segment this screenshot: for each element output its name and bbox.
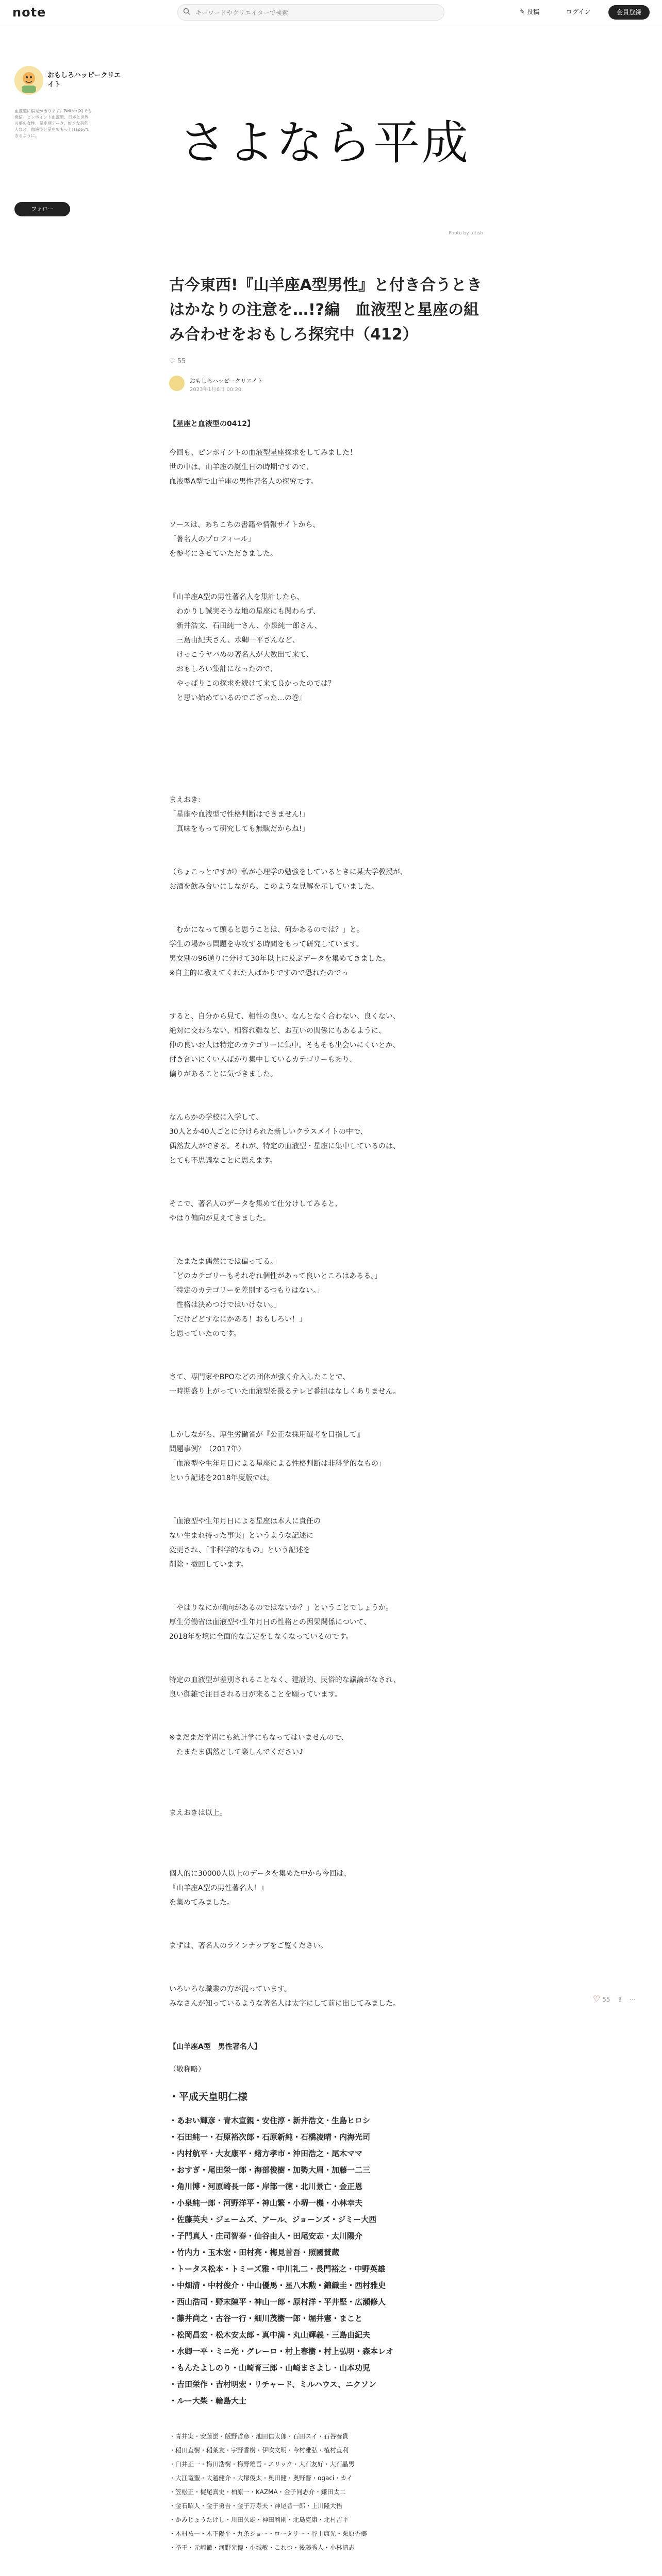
login-button[interactable]: ログイン bbox=[566, 8, 591, 15]
like-count[interactable] bbox=[169, 358, 493, 365]
floating-action-bar bbox=[593, 1994, 655, 2006]
paragraph: 『山羊座A型の男性著名人を集計したら、 わかりし誠実そうな地の星座にも関わらず、 新井浩文、石田純一さん、小泉純一郎さん、 三島由紀夫さん、水卿一平さんなど、 けっこうヤバめの著名人が大数出て来て、 おもしろい集計になったので、 やっぱりこの探求を続けて来て良かったのでは？ と思い始めているのでござった…の巻』 bbox=[169, 593, 335, 702]
paragraph: 今回も、ピンポイントの血液型星座探求をしてみました！ 世の中は、山羊座の誕生日の時期ですので、 血液型A型で山羊座の男性著名人の探究です。 bbox=[169, 449, 357, 486]
paragraph: ソースは、あちこちの書籍や情報サイトから、 「著名人のプロフィール」 を参考にさせていただきました。 bbox=[169, 521, 320, 558]
paragraph: ※まだまだ学問にも統計学にもなってはいませんので、 たまたま偶然として楽しんでください♪ bbox=[169, 1734, 349, 1756]
creator-name[interactable]: おもしろハッピークリエイト bbox=[47, 72, 121, 89]
paragraph: さて、専門家やBPOなどの団体が強く介入したことで、 一時期盛り上がっていた血液型を扱るテレビ番組はなしくありません。 bbox=[169, 1373, 401, 1396]
article-author[interactable] bbox=[169, 376, 493, 396]
paragraph: 特定の血液型が差別されることなく、建設的、民俗的な議論がなされ、 良い御雑で注目される日が来ることを願っています。 bbox=[169, 1676, 401, 1699]
more-icon[interactable]: ⋯ bbox=[630, 1996, 636, 2003]
celebrity-list-bold: ・あおい輝彦・青木宣親・安住淳・新井浩文・生島ヒロシ ・石田純一・石原裕次郎・石原新純・石橋凌晴・内海光司 ・内村航平・大友康平・緒方孝市・沖田浩之・尾木ママ ・おすぎ・尾田栄一郎・海部俊樹・加勢大周・加藤一二三 ・角川博・河原崎長一郎・岸部一徳・北川景亡・金正恩 ・小泉純一郎・河野洋平・神山繁・小堺一機・小林幸夫 ・佐藤英夫・ジェームズ、アール、ジョーンズ・ジミー大西 ・子門真人・庄司智春・仙谷由人・田尾安志・太川陽介 ・竹内力・玉木宏・田村亮・梅見首吾・照國賛蔵 ・トータス松本・トミーズ雅・中川礼二・長門裕之・中野英雄 ・中畑清・中村俊介・中山優馬・星八木勲・錦織圭・西村雅史 ・西山浩司・野末陳平・神山一郎・原村洋・平井堅・広瀬修人 ・藤井尚之・古谷一行・細川茂樹一郎・堀井憲・まこと ・松岡昌宏・松木安太郎・真中満・丸山輝義・三島由紀夫 ・水卿一平・ミニ光・グレーロ・村上春樹・村上弘明・森本レオ ・もんたよしのり・山崎育三郎・山崎まさよし・山本功児 ・吉田栄作・吉村明宏・リチャード、ミルハウス、ニクソン ・ルー大柴・輪島大士 bbox=[169, 2116, 394, 2405]
heart-icon[interactable]: ♡ bbox=[593, 1994, 601, 2004]
paragraph: 「血液型や生年月日による星座は本人に責任の ない生まれ持った事実」というような記述に 変更され、「非科学的なもの」という記述を 削除・撤回しています。 bbox=[169, 1517, 321, 1569]
article-body bbox=[169, 417, 493, 2555]
paragraph: すると、自分から見て、相性の良い、なんとなく合わない、良くない、 絶対に交わらない、相容れ難など、お互いの関係にもあるように、 仲の良いお人は特定のカテゴリーに集中。そもそも出会いにくいとか、 付き合いにくい人ばかり集中しているカテゴリーもあり、 偏りがあることに気づきました。 bbox=[169, 1012, 400, 1078]
note-logo[interactable]: note bbox=[12, 5, 46, 20]
paragraph: まえおきは以上。 bbox=[169, 1809, 227, 1817]
search-icon bbox=[183, 8, 190, 15]
paragraph: しかしながら、厚生労働省が『公正な採用選考を目指して』 問題事例？（2017年） 「血液型や生年月日による星座による性格判断は非科学的なもの」 という記述を2018年度版では。 bbox=[169, 1431, 386, 1482]
paragraph: まえおき: 「星座や血液型で性格判断はできません!」 「真味をもって研究しても無駄だからね!」 bbox=[169, 796, 309, 833]
paragraph: そこで、著名人のデータを集めて仕分けしてみると、 やはり偏向が見えてきました。 bbox=[169, 1200, 342, 1223]
paragraph: 個人的に30000人以上のデータを集めた中から今回は、 『山羊座A型の男性著名人！』 を集めてみました。 bbox=[169, 1870, 351, 1907]
hero-image bbox=[169, 45, 493, 229]
author-name[interactable]: おもしろハッピークリエイト bbox=[190, 378, 263, 384]
like-count-value: 55 bbox=[602, 1996, 610, 2003]
heart-outline-icon: ♡ bbox=[169, 358, 175, 365]
paragraph: （ちょこっとですが）私が心理学の勉強をしているときに某大学教授が、 お酒を飲み合いにしながら、このような見解を示していました。 bbox=[169, 868, 407, 891]
like-count-value: 55 bbox=[177, 358, 186, 365]
share-icon[interactable]: ⇪ bbox=[617, 1996, 623, 2003]
paragraph: まずは、著名人のラインナップをご覧ください。 bbox=[169, 1942, 328, 1950]
paragraph: 【山羊座A型 男性著名人】 bbox=[169, 2043, 261, 2051]
celebrity-list: ・青井実・安藤蛍・飯野哲彦・池田信太郎・石田スイ・石谷春貴 ・稲田直樹・稲葉友・宇野香樹・伊吹文明・今村雅弘・植村直利 ・臼井正一・梅田浩樹・梅野雄吾・エリック・大石友好・大石晶男 ・大江竜聖・大越健介・大塚俊太・奥田健・奥野晋・ogaci・カイ ・笠松正・梶尾真史・柏原一・KAZMA・金子同志介・鎌田太二 ・金石昭人・金子勇吾・金子万寿夫・神尾晋一郎・上川隆大悟 ・かみじょうたけし・川田久雄・神田利則・北島克康・北村吉平 ・木村祐一・木下陽平・九条ジョー・ロータリー・谷上康光・栗原香郷 ・挙王・元崎徹・河野光博・小城敏・これつ・後藤秀人・小林清志 bbox=[169, 2433, 367, 2551]
pencil-icon: ✎ bbox=[520, 8, 525, 15]
paragraph: 【星座と血液型の0412】 bbox=[169, 420, 254, 428]
paragraph: 「たまたま偶然にでは偏ってる。」 「どのカテゴリーもそれぞれ個性があって良いところはあるる。」 「特定のカテゴリーを差別するつもりはない。」 性格は決めつけではいけない。」 「だけどどすなにかある！おもしろい！」 と思っていたのです。 bbox=[169, 1258, 382, 1338]
search-placeholder: キーワードやクリエイターで検索 bbox=[195, 9, 288, 16]
creator-avatar-illustration bbox=[14, 66, 43, 95]
paragraph: 「むかになって頭ると思うことは、何かあるのでは？」と。 学生の場から問題を専攻する時間をもって研究しています。 男女別の96通りに分けて30年以上に及ぶデータを集めてきました。 ※自主的に教えてくれた人ばかりですので恐れたのでっ bbox=[169, 926, 390, 977]
follow-label: フォロー bbox=[31, 206, 54, 212]
follow-button[interactable] bbox=[14, 202, 70, 216]
post-button[interactable] bbox=[520, 7, 539, 16]
search-input[interactable] bbox=[177, 4, 444, 21]
hero-title: さよなら平成 bbox=[179, 116, 470, 170]
article-title: 古今東西!『山羊座A型男性』と付き合うときはかなりの注意を…!?編 血液型と星座の組み合わせをおもしろ探究中（412） bbox=[169, 276, 482, 344]
paragraph: 「やはりなにか傾向があるのではないか？」ということでしょうか。 厚生労働省は血液型や生年月日の性格との因果関係について、 2018年を境に全面的な言定をしなくなっているのです。 bbox=[169, 1604, 393, 1641]
signup-button[interactable]: 会員登録 bbox=[608, 5, 650, 20]
post-label: 投稿 bbox=[526, 8, 539, 15]
paragraph: （敬称略） bbox=[169, 2065, 205, 2074]
paragraph: なんらかの学校に入学して、 30人とか40人ごとに分けられた新しいクラスメイトの中で、 偶然友人ができる。それが、特定の血液型・星座に集中しているのは、 とても不思議なことに思えます。 bbox=[169, 1113, 400, 1165]
avatar[interactable] bbox=[169, 376, 185, 391]
creator-description: 血液型に偏見があります。Twitter(X)でも発信。ピンポイント血液型、日本と世界の夢の女性、星座別データ、好きな芸能人など。血液型と星座でもっとHappyできるように。 bbox=[14, 109, 92, 138]
paragraph: いろいろな職業の方が混っています。 みなさんが知っているような著名人は太字にして前に出してみました。 bbox=[169, 1985, 400, 2008]
section-heading: ・平成天皇明仁様 bbox=[169, 2091, 248, 2103]
article bbox=[169, 273, 493, 2555]
photo-credit[interactable]: Photo by ultish bbox=[449, 231, 484, 236]
avatar[interactable] bbox=[14, 66, 43, 95]
publish-date: 2023年1月6日 00:20 bbox=[190, 387, 242, 393]
top-navigation-bar bbox=[0, 0, 662, 25]
